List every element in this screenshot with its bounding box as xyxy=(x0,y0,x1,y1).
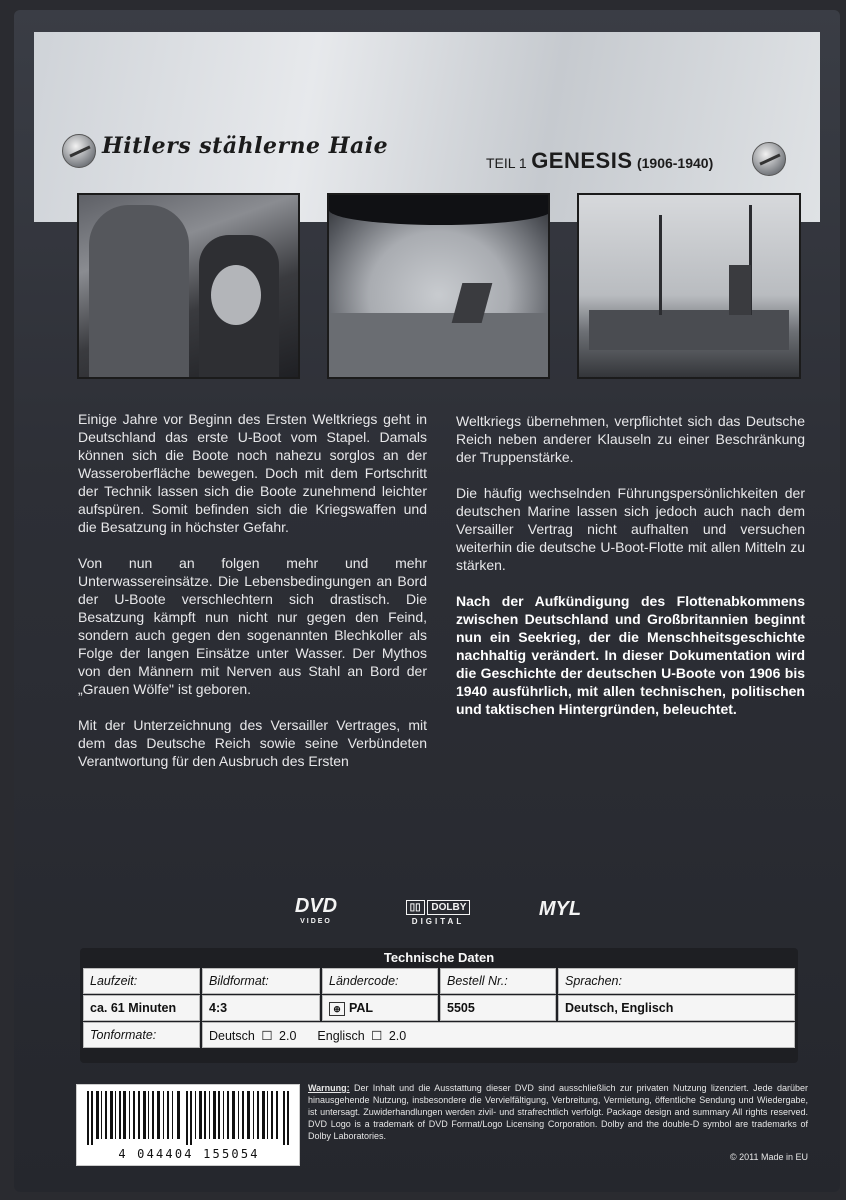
dvd-video-logo xyxy=(286,895,346,925)
photo-ship-harbor xyxy=(577,193,801,379)
uboat-emblem-icon xyxy=(752,142,786,176)
label-tonformate: Tonformate: xyxy=(83,1022,200,1048)
region-globe-icon: ⊕ xyxy=(329,1002,345,1016)
value-bildformat: 4:3 xyxy=(202,995,320,1021)
copyright-made-in: © 2011 Made in EU xyxy=(729,1152,808,1162)
paragraph: Einige Jahre vor Beginn des Ersten Weltkriegs geht in Deutschland das erste U-Boot vom Stapel. Damals können sich die Boote noch nahezu sorglos an der Wasseroberfläche bewegen. Doch mit dem Fortschritt der Technik lassen sich die Boote zunehmend leichter aufspüren. Somit befinden sich die Kriegswaffen und die Besatzung in höchster Gefahr. xyxy=(78,411,427,535)
region-code: PAL xyxy=(349,1001,374,1015)
technical-data-panel xyxy=(80,948,798,1063)
label-sprachen: Sprachen: xyxy=(558,968,795,994)
audio-english-channels: 2.0 xyxy=(388,1029,407,1043)
dolby-double-d-icon: ▯▯ xyxy=(406,900,425,915)
value-tonformate xyxy=(202,1022,795,1048)
dolby-logo-text: DOLBY xyxy=(427,900,470,915)
photo-officers xyxy=(77,193,300,379)
paragraph: Weltkriegs übernehmen, verpflichtet sich das Deutsche Reich neben anderer Klauseln zu einer Beschränkung der Truppenstärke. xyxy=(456,413,805,465)
audio-german-channels: 2.0 xyxy=(279,1029,297,1043)
value-laufzeit: ca. 61 Minuten xyxy=(83,995,200,1021)
footer xyxy=(60,1080,808,1172)
audio-english: Englisch xyxy=(317,1029,365,1043)
episode-name: GENESIS xyxy=(531,148,633,173)
value-laendercode xyxy=(322,995,438,1021)
warning-label: Warnung: xyxy=(308,1083,350,1093)
paragraph: Von nun an folgen mehr und mehr Unterwassereinsätze. Die Lebensbedingungen an Bord der U-Boote verschlechtern sich drastisch. Die Besatzung kämpft nun nicht nur gegen den Feind, sondern auch gegen den sogenannten Blechkoller als Folge der langen Einsätze unter Wasser. Der Mythos von den Männern mit Nerven aus Stahl an Bord der „Grauen Wölfe" ist geboren. xyxy=(78,555,427,697)
myl-logo: MYL xyxy=(538,898,582,920)
value-sprachen: Deutsch, Englisch xyxy=(558,995,795,1021)
speaker-icon: ☐ xyxy=(261,1029,273,1043)
barcode-number: 4 044404 155054 xyxy=(118,1147,260,1161)
technical-data-title: Technische Daten xyxy=(383,950,495,965)
episode-title xyxy=(486,148,713,174)
warning-text: Der Inhalt und die Ausstattung dieser DVD sind ausschließlich zur privaten Nutzung lizenziert. Jede darüber hinausgehende Nutzung, insbesondere die Vervielfältigung, Verbreitung, Vermietung, öffentliche Sendung und Wiedergabe, ist untersagt. Zuwiderhandlungen werden zivil- und strafrechtlich verfolgt. Package design and summary All rights reserved. DVD Logo is a trademark of DVD Format/Logo Licensing Corporation. Dolby and the double-D symbol are trademarks of Dolby Laboratories. xyxy=(308,1083,808,1141)
label-bildformat: Bildformat: xyxy=(202,968,320,994)
series-title: Hitlers stählerne Haie xyxy=(102,133,389,159)
dvd-logo-text: DVD xyxy=(294,895,338,917)
paragraph: Mit der Unterzeichnung des Versailler Vertrages, mit dem das Deutsche Reich sowie seine Verbündeten Verantwortung für den Ausbruch des Ersten xyxy=(78,717,427,769)
uboat-emblem-icon xyxy=(62,134,96,168)
barcode xyxy=(76,1084,300,1166)
dolby-digital-logo xyxy=(396,900,480,926)
label-laendercode: Ländercode: xyxy=(322,968,438,994)
episode-prefix: TEIL 1 xyxy=(486,155,527,171)
description-left-column xyxy=(78,410,427,788)
description-right-column xyxy=(456,412,805,736)
summary-paragraph: Nach der Aufkündigung des Flottenabkommens zwischen Deutschland und Großbritannien beginnt nun ein Seekrieg, der die Menschheitsgeschichte nachhaltig verändert. In dieser Dokumentation wird die Geschichte der deutschen U-Boote von 1906 bis 1940 ausführlich, mit allen technischen, politischen und taktischen Hintergründen, beleuchtet. xyxy=(456,593,805,717)
speaker-icon: ☐ xyxy=(371,1029,383,1043)
photo-periscope-view xyxy=(327,193,550,379)
barcode-bars-icon xyxy=(85,1091,293,1145)
label-laufzeit: Laufzeit: xyxy=(83,968,200,994)
paragraph: Die häufig wechselnden Führungspersönlichkeiten der deutschen Marine lassen sich jedoch auch nach dem Versailler Vertrag nicht aufhalten und versuchen weiterhin die deutsche U-Boot-Flotte mit allen Mitteln zu stärken. xyxy=(456,485,805,573)
episode-years: (1906-1940) xyxy=(636,155,714,171)
audio-german: Deutsch xyxy=(209,1029,255,1043)
value-bestell: 5505 xyxy=(440,995,556,1021)
dvd-logo-sub: VIDEO xyxy=(300,918,332,925)
dolby-logo-sub: DIGITAL xyxy=(411,917,465,926)
legal-warning xyxy=(308,1082,808,1142)
label-bestell: Bestell Nr.: xyxy=(440,968,556,994)
